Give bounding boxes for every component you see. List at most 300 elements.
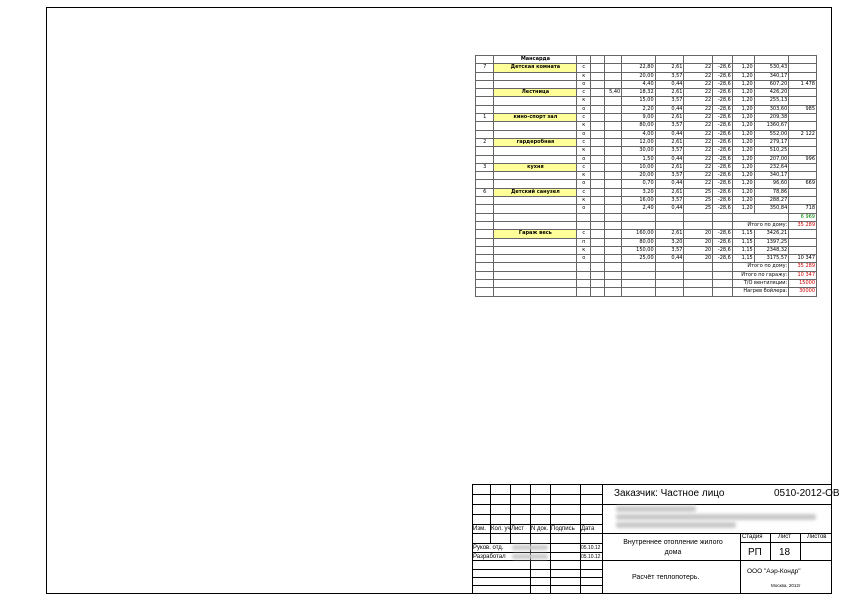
value-cell: 1,20 bbox=[732, 89, 754, 97]
total-value: 30000 bbox=[789, 288, 817, 296]
value-cell: 22 bbox=[684, 122, 713, 130]
table-row bbox=[476, 280, 817, 288]
value-cell: 22 bbox=[684, 138, 713, 146]
value-cell: 1,20 bbox=[732, 197, 754, 205]
value-cell: -28,6 bbox=[713, 114, 733, 122]
value-cell: 340,17 bbox=[754, 72, 789, 80]
table-cell bbox=[577, 263, 591, 271]
value-cell: 22 bbox=[684, 114, 713, 122]
table-cell bbox=[655, 221, 684, 229]
total-value: 6 969 bbox=[789, 213, 817, 221]
table-cell bbox=[713, 288, 733, 296]
total-label: Т/О вентиляции: bbox=[732, 280, 788, 288]
room-number bbox=[476, 147, 494, 155]
room-name bbox=[494, 246, 577, 254]
total-value: 35 289 bbox=[789, 221, 817, 229]
value-cell bbox=[604, 147, 621, 155]
value-cell: 22,80 bbox=[622, 64, 655, 72]
table-cell bbox=[494, 271, 577, 279]
table-row bbox=[476, 89, 817, 97]
value-cell: 209,38 bbox=[754, 114, 789, 122]
table-row bbox=[476, 230, 817, 238]
table-row bbox=[476, 263, 817, 271]
total-value: 35 289 bbox=[789, 263, 817, 271]
value-cell: 3,57 bbox=[655, 197, 684, 205]
room-name bbox=[494, 72, 577, 80]
value-cell bbox=[604, 155, 621, 163]
room-number bbox=[476, 89, 494, 97]
value-cell: -28,6 bbox=[713, 205, 733, 213]
value-cell: -28,6 bbox=[713, 89, 733, 97]
table-cell bbox=[604, 56, 621, 64]
value-cell bbox=[604, 255, 621, 263]
room-number bbox=[476, 246, 494, 254]
table-row bbox=[476, 64, 817, 72]
room-number bbox=[476, 80, 494, 88]
surface-type: к bbox=[577, 72, 591, 80]
table-cell bbox=[732, 56, 754, 64]
table-row bbox=[476, 246, 817, 254]
value-cell bbox=[604, 72, 621, 80]
value-cell: 22 bbox=[684, 89, 713, 97]
value-cell: 22 bbox=[684, 155, 713, 163]
col-podpis: Подпись bbox=[551, 526, 575, 532]
table-cell bbox=[577, 280, 591, 288]
role-head: Руков. отд. bbox=[473, 545, 504, 551]
room-name: Гараж весь bbox=[494, 230, 577, 238]
room-number bbox=[476, 72, 494, 80]
value-cell: -28,6 bbox=[713, 180, 733, 188]
value-cell: 4,00 bbox=[622, 130, 655, 138]
redacted-address-line bbox=[616, 522, 736, 528]
value-cell: 1,20 bbox=[732, 155, 754, 163]
value-cell bbox=[789, 238, 817, 246]
value-cell: 10 347 bbox=[789, 255, 817, 263]
value-cell bbox=[789, 97, 817, 105]
value-cell: 15,00 bbox=[622, 97, 655, 105]
room-number: 7 bbox=[476, 64, 494, 72]
table-cell bbox=[476, 288, 494, 296]
col-izm: Изм. bbox=[473, 526, 486, 532]
value-cell bbox=[604, 197, 621, 205]
value-cell: 2,61 bbox=[655, 163, 684, 171]
total-label: Итого по дому: bbox=[732, 263, 788, 271]
table-cell bbox=[622, 263, 655, 271]
table-row bbox=[476, 271, 817, 279]
value-cell: -28,6 bbox=[713, 197, 733, 205]
room-name bbox=[494, 205, 577, 213]
room-name: гардеробная bbox=[494, 138, 577, 146]
table-cell bbox=[577, 221, 591, 229]
value-cell: 3,20 bbox=[622, 188, 655, 196]
table-cell bbox=[604, 213, 621, 221]
value-cell: -28,6 bbox=[713, 72, 733, 80]
document-code: 0510-2012-ОВ bbox=[774, 488, 840, 499]
surface-type: о bbox=[577, 80, 591, 88]
surface-type: с bbox=[577, 114, 591, 122]
table-cell bbox=[684, 280, 713, 288]
value-cell bbox=[789, 172, 817, 180]
table-cell bbox=[591, 205, 605, 213]
value-cell: 3175,57 bbox=[754, 255, 789, 263]
table-cell bbox=[604, 221, 621, 229]
sheet-label: Лист bbox=[778, 534, 792, 540]
total-label: Итого по дому: bbox=[732, 221, 788, 229]
table-cell bbox=[789, 56, 817, 64]
surface-type: о bbox=[577, 130, 591, 138]
value-cell bbox=[789, 197, 817, 205]
table-cell bbox=[591, 138, 605, 146]
value-cell: 2,61 bbox=[655, 114, 684, 122]
value-cell bbox=[604, 122, 621, 130]
value-cell: 0,44 bbox=[655, 155, 684, 163]
total-label bbox=[732, 213, 788, 221]
value-cell: 1 478 bbox=[789, 80, 817, 88]
value-cell: 340,17 bbox=[754, 172, 789, 180]
value-cell: -28,6 bbox=[713, 138, 733, 146]
table-cell bbox=[577, 288, 591, 296]
room-number bbox=[476, 205, 494, 213]
value-cell: 22 bbox=[684, 130, 713, 138]
value-cell: 0,44 bbox=[655, 130, 684, 138]
value-cell: 552,00 bbox=[754, 130, 789, 138]
value-cell bbox=[604, 188, 621, 196]
redacted-name bbox=[512, 554, 548, 559]
room-number bbox=[476, 172, 494, 180]
value-cell: 303,60 bbox=[754, 105, 789, 113]
value-cell: 22 bbox=[684, 147, 713, 155]
room-number bbox=[476, 122, 494, 130]
table-cell bbox=[577, 56, 591, 64]
value-cell bbox=[604, 130, 621, 138]
value-cell: -28,6 bbox=[713, 230, 733, 238]
table-cell bbox=[713, 263, 733, 271]
value-cell: 2,20 bbox=[622, 105, 655, 113]
table-row bbox=[476, 155, 817, 163]
room-name: Детская комната bbox=[494, 64, 577, 72]
date-head: 05.10.12 bbox=[581, 545, 601, 551]
value-cell: 22 bbox=[684, 72, 713, 80]
value-cell: 1360,67 bbox=[754, 122, 789, 130]
value-cell bbox=[789, 64, 817, 72]
table-cell bbox=[591, 255, 605, 263]
value-cell: 3426,21 bbox=[754, 230, 789, 238]
table-cell bbox=[591, 72, 605, 80]
redacted-name bbox=[512, 545, 548, 550]
value-cell: 22 bbox=[684, 180, 713, 188]
value-cell: -28,6 bbox=[713, 64, 733, 72]
value-cell: 20 bbox=[684, 255, 713, 263]
value-cell: 2348,32 bbox=[754, 246, 789, 254]
table-cell bbox=[494, 263, 577, 271]
value-cell: 78,86 bbox=[754, 188, 789, 196]
table-cell bbox=[476, 213, 494, 221]
room-name: кино-спорт зал bbox=[494, 114, 577, 122]
value-cell bbox=[604, 163, 621, 171]
value-cell: 1,20 bbox=[732, 64, 754, 72]
value-cell: 0,44 bbox=[655, 205, 684, 213]
table-cell bbox=[476, 263, 494, 271]
table-cell bbox=[591, 263, 605, 271]
total-value: 10 347 bbox=[789, 271, 817, 279]
surface-type: о bbox=[577, 105, 591, 113]
room-name bbox=[494, 97, 577, 105]
value-cell: 2,61 bbox=[655, 89, 684, 97]
value-cell: 3,57 bbox=[655, 147, 684, 155]
col-list: Лист bbox=[511, 526, 525, 532]
surface-type: с bbox=[577, 64, 591, 72]
value-cell: 1,20 bbox=[732, 138, 754, 146]
table-row bbox=[476, 97, 817, 105]
value-cell bbox=[789, 230, 817, 238]
total-label: Итого по гаражу: bbox=[732, 271, 788, 279]
value-cell bbox=[604, 138, 621, 146]
room-name bbox=[494, 147, 577, 155]
value-cell: 607,20 bbox=[754, 80, 789, 88]
table-cell bbox=[604, 263, 621, 271]
value-cell: 96,60 bbox=[754, 180, 789, 188]
value-cell: 3,57 bbox=[655, 246, 684, 254]
value-cell bbox=[604, 205, 621, 213]
value-cell: 22 bbox=[684, 80, 713, 88]
table-cell bbox=[655, 280, 684, 288]
value-cell: 2,61 bbox=[655, 64, 684, 72]
value-cell: 350,84 bbox=[754, 205, 789, 213]
table-row bbox=[476, 72, 817, 80]
table-row bbox=[476, 147, 817, 155]
sheet-title: Расчёт теплопотерь. bbox=[632, 574, 700, 581]
table-cell bbox=[476, 280, 494, 288]
value-cell: 0,44 bbox=[655, 105, 684, 113]
table-row bbox=[476, 238, 817, 246]
room-number bbox=[476, 180, 494, 188]
value-cell: 1,20 bbox=[732, 105, 754, 113]
room-name bbox=[494, 197, 577, 205]
value-cell bbox=[789, 147, 817, 155]
value-cell: 996 bbox=[789, 155, 817, 163]
surface-type: к bbox=[577, 122, 591, 130]
table-cell bbox=[494, 213, 577, 221]
table-cell bbox=[713, 221, 733, 229]
surface-type: о bbox=[577, 155, 591, 163]
value-cell: 22 bbox=[684, 105, 713, 113]
value-cell: 1,20 bbox=[732, 97, 754, 105]
value-cell: 3,57 bbox=[655, 122, 684, 130]
value-cell: 1,50 bbox=[622, 155, 655, 163]
value-cell: 30,00 bbox=[622, 147, 655, 155]
value-cell: 150,00 bbox=[622, 246, 655, 254]
table-cell bbox=[655, 288, 684, 296]
value-cell: 1,20 bbox=[732, 130, 754, 138]
table-cell bbox=[591, 80, 605, 88]
surface-type: с bbox=[577, 163, 591, 171]
value-cell: 160,00 bbox=[622, 230, 655, 238]
sheet-value: 18 bbox=[779, 547, 791, 558]
surface-type: с bbox=[577, 138, 591, 146]
value-cell: 1,15 bbox=[732, 230, 754, 238]
room-name bbox=[494, 105, 577, 113]
table-cell bbox=[684, 213, 713, 221]
value-cell: 20 bbox=[684, 238, 713, 246]
table-cell bbox=[604, 280, 621, 288]
table-cell bbox=[622, 56, 655, 64]
value-cell bbox=[789, 122, 817, 130]
table-row bbox=[476, 105, 817, 113]
table-row bbox=[476, 56, 817, 64]
value-cell: 10,00 bbox=[622, 163, 655, 171]
surface-type: к bbox=[577, 147, 591, 155]
table-row bbox=[476, 288, 817, 296]
table-row bbox=[476, 221, 817, 229]
date-developer: 05.10.12 bbox=[581, 554, 601, 560]
table-row bbox=[476, 138, 817, 146]
room-name: Лестница bbox=[494, 89, 577, 97]
title-block bbox=[472, 484, 840, 594]
value-cell: -28,6 bbox=[713, 147, 733, 155]
table-cell bbox=[622, 221, 655, 229]
table-cell bbox=[713, 271, 733, 279]
value-cell: -28,6 bbox=[713, 80, 733, 88]
room-number: 3 bbox=[476, 163, 494, 171]
value-cell bbox=[604, 230, 621, 238]
value-cell: 25,00 bbox=[622, 255, 655, 263]
customer-label: Заказчик: Частное лицо bbox=[614, 488, 725, 499]
table-cell bbox=[577, 271, 591, 279]
value-cell: -28,6 bbox=[713, 97, 733, 105]
surface-type: к bbox=[577, 172, 591, 180]
table-cell bbox=[591, 130, 605, 138]
value-cell: 80,00 bbox=[622, 238, 655, 246]
table-cell bbox=[591, 64, 605, 72]
surface-type: с bbox=[577, 89, 591, 97]
value-cell: 22 bbox=[684, 97, 713, 105]
table-cell bbox=[591, 238, 605, 246]
table-row bbox=[476, 213, 817, 221]
table-cell bbox=[684, 221, 713, 229]
value-cell: 1,20 bbox=[732, 72, 754, 80]
row-number bbox=[476, 56, 494, 64]
surface-type: с bbox=[577, 230, 591, 238]
value-cell bbox=[604, 97, 621, 105]
value-cell: -28,6 bbox=[713, 172, 733, 180]
room-number bbox=[476, 238, 494, 246]
value-cell: 0,44 bbox=[655, 255, 684, 263]
table-cell bbox=[684, 56, 713, 64]
table-row bbox=[476, 130, 817, 138]
value-cell: 0,44 bbox=[655, 180, 684, 188]
table-cell bbox=[655, 263, 684, 271]
room-name bbox=[494, 130, 577, 138]
value-cell: 510,25 bbox=[754, 147, 789, 155]
value-cell: 20,00 bbox=[622, 172, 655, 180]
value-cell: 0,70 bbox=[622, 180, 655, 188]
value-cell: 22 bbox=[684, 172, 713, 180]
surface-type: к bbox=[577, 246, 591, 254]
table-cell bbox=[622, 288, 655, 296]
value-cell: 718 bbox=[789, 205, 817, 213]
room-number: 1 bbox=[476, 114, 494, 122]
sheets-label: Листов bbox=[807, 534, 827, 540]
total-label: Нагрев бойлера: bbox=[732, 288, 788, 296]
value-cell: 1397,25 bbox=[754, 238, 789, 246]
redacted-address-line bbox=[616, 506, 696, 512]
value-cell: 0,44 bbox=[655, 80, 684, 88]
table-row bbox=[476, 122, 817, 130]
table-row bbox=[476, 255, 817, 263]
value-cell: 1,20 bbox=[732, 163, 754, 171]
value-cell: 1,15 bbox=[732, 255, 754, 263]
value-cell bbox=[789, 72, 817, 80]
stage-value: РП bbox=[748, 547, 762, 558]
table-row bbox=[476, 163, 817, 171]
value-cell bbox=[604, 114, 621, 122]
table-cell bbox=[713, 213, 733, 221]
table-cell bbox=[591, 163, 605, 171]
value-cell bbox=[789, 114, 817, 122]
table-cell bbox=[476, 221, 494, 229]
heat-loss-table bbox=[475, 55, 817, 297]
table-cell bbox=[754, 56, 789, 64]
value-cell: 25 bbox=[684, 188, 713, 196]
table-cell bbox=[591, 89, 605, 97]
table-cell bbox=[591, 147, 605, 155]
table-cell bbox=[591, 246, 605, 254]
value-cell: 3,57 bbox=[655, 172, 684, 180]
table-cell bbox=[591, 105, 605, 113]
table-cell bbox=[591, 271, 605, 279]
value-cell bbox=[604, 64, 621, 72]
value-cell: 4,40 bbox=[622, 80, 655, 88]
room-number: 6 bbox=[476, 188, 494, 196]
table-cell bbox=[684, 263, 713, 271]
value-cell: 1,15 bbox=[732, 246, 754, 254]
value-cell: 2,40 bbox=[622, 205, 655, 213]
table-cell bbox=[684, 271, 713, 279]
value-cell: 80,00 bbox=[622, 122, 655, 130]
value-cell: 20,00 bbox=[622, 72, 655, 80]
value-cell: 22 bbox=[684, 163, 713, 171]
surface-type: п bbox=[577, 238, 591, 246]
room-name: Детский санузел bbox=[494, 188, 577, 196]
value-cell: 20 bbox=[684, 230, 713, 238]
value-cell: 279,17 bbox=[754, 138, 789, 146]
surface-type: с bbox=[577, 188, 591, 196]
value-cell: 20 bbox=[684, 246, 713, 254]
table-cell bbox=[591, 188, 605, 196]
table-cell bbox=[622, 213, 655, 221]
table-cell bbox=[591, 213, 605, 221]
room-name bbox=[494, 255, 577, 263]
value-cell: 25 bbox=[684, 205, 713, 213]
table-row bbox=[476, 205, 817, 213]
table-row bbox=[476, 180, 817, 188]
room-name bbox=[494, 122, 577, 130]
room-name bbox=[494, 172, 577, 180]
room-number bbox=[476, 97, 494, 105]
value-cell: 16,00 bbox=[622, 197, 655, 205]
value-cell bbox=[604, 105, 621, 113]
value-cell bbox=[789, 246, 817, 254]
table-cell bbox=[622, 280, 655, 288]
value-cell: 207,00 bbox=[754, 155, 789, 163]
room-number bbox=[476, 255, 494, 263]
table-cell bbox=[655, 56, 684, 64]
value-cell: 2,61 bbox=[655, 230, 684, 238]
table-cell bbox=[591, 155, 605, 163]
table-cell bbox=[494, 288, 577, 296]
value-cell: 2,61 bbox=[655, 188, 684, 196]
table-row bbox=[476, 197, 817, 205]
